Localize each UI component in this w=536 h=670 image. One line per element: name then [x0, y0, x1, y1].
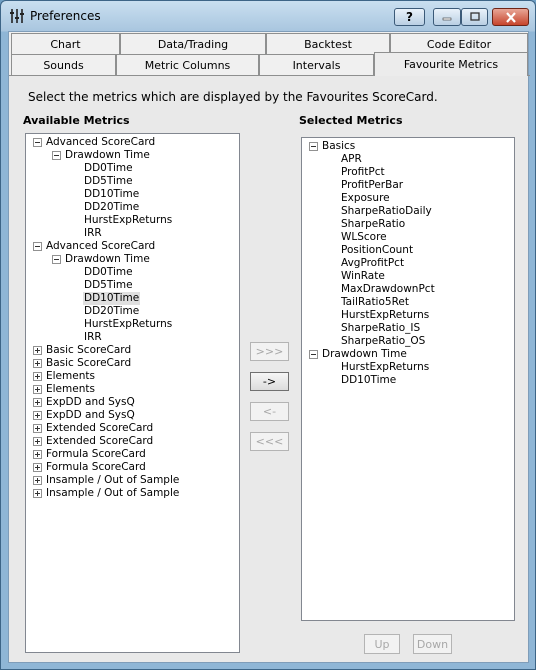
tree-metric-item[interactable]	[302, 218, 514, 231]
add-button[interactable]	[250, 372, 289, 391]
add-all-button[interactable]	[250, 342, 289, 361]
tree-group-node[interactable]	[26, 370, 239, 383]
tree-group-node[interactable]	[26, 253, 239, 266]
tree-item-label: DD10Time	[84, 188, 140, 200]
collapse-minus-icon[interactable]	[33, 242, 42, 251]
add-all-label: >>>	[255, 345, 284, 358]
title-bar[interactable]	[1, 1, 535, 31]
tree-item-label: AvgProfitPct	[341, 257, 405, 269]
tree-item-label: IRR	[84, 227, 102, 239]
dialog-client-area	[8, 31, 529, 663]
tab-label: Metric Columns	[144, 58, 231, 72]
tree-item-label: DD0Time	[84, 266, 133, 278]
tab-favourite-metrics[interactable]	[374, 52, 528, 76]
tree-metric-item[interactable]	[302, 309, 514, 322]
tree-item-label: Extended ScoreCard	[46, 435, 154, 447]
expand-plus-icon[interactable]	[33, 359, 42, 368]
tree-metric-item[interactable]	[26, 279, 239, 292]
tree-group-node[interactable]	[26, 136, 239, 149]
tab-label: Intervals	[292, 58, 341, 72]
tree-item-label: IRR	[84, 331, 102, 343]
expand-plus-icon[interactable]	[33, 450, 42, 459]
window-title: Preferences	[30, 9, 101, 23]
tree-item-label: Advanced ScoreCard	[46, 136, 156, 148]
tree-metric-item[interactable]	[302, 335, 514, 348]
tree-metric-item[interactable]	[26, 162, 239, 175]
tree-group-node[interactable]	[26, 422, 239, 435]
tree-item-label: Insample / Out of Sample	[46, 474, 180, 486]
collapse-minus-icon[interactable]	[52, 151, 61, 160]
tree-item-label: ProfitPerBar	[341, 179, 404, 191]
tree-metric-item[interactable]	[26, 305, 239, 318]
tree-group-node[interactable]	[26, 461, 239, 474]
tree-item-label: DD0Time	[84, 162, 133, 174]
expand-plus-icon[interactable]	[33, 385, 42, 394]
expand-plus-icon[interactable]	[33, 398, 42, 407]
tree-group-node[interactable]	[26, 383, 239, 396]
tree-metric-item[interactable]	[26, 331, 239, 344]
tree-group-node[interactable]	[26, 474, 239, 487]
settings-sliders-icon	[9, 8, 25, 24]
collapse-minus-icon[interactable]	[52, 255, 61, 264]
tree-item-label: Exposure	[341, 192, 390, 204]
tree-metric-item[interactable]	[302, 374, 514, 387]
tree-metric-item[interactable]	[26, 318, 239, 331]
expand-plus-icon[interactable]	[33, 463, 42, 472]
tree-metric-item[interactable]	[26, 292, 239, 305]
expand-plus-icon[interactable]	[33, 476, 42, 485]
remove-button[interactable]	[250, 402, 289, 421]
tree-item-label: MaxDrawdownPct	[341, 283, 435, 295]
tree-metric-item[interactable]	[302, 179, 514, 192]
tree-item-label: Elements	[46, 370, 95, 382]
tree-group-node[interactable]	[26, 240, 239, 253]
tree-group-node[interactable]	[26, 149, 239, 162]
tree-item-label: Drawdown Time	[65, 253, 150, 265]
tree-item-label: HurstExpReturns	[84, 318, 173, 330]
tab-intervals[interactable]	[259, 54, 374, 75]
tree-item-label: DD20Time	[84, 305, 140, 317]
tree-item-label: SharpeRatio_OS	[341, 335, 426, 347]
tree-group-node[interactable]	[26, 448, 239, 461]
tab-data-trading[interactable]	[120, 33, 266, 54]
tree-item-label: HurstExpReturns	[84, 214, 173, 226]
tree-item-label: Basic ScoreCard	[46, 357, 132, 369]
move-down-button[interactable]	[413, 634, 452, 654]
tab-chart[interactable]	[11, 33, 120, 54]
remove-label: <-	[262, 405, 277, 418]
tab-label: Backtest	[304, 37, 352, 51]
tree-item-label: Extended ScoreCard	[46, 422, 154, 434]
tree-item-label: WLScore	[341, 231, 387, 243]
help-button[interactable]	[394, 8, 425, 26]
remove-all-button[interactable]	[250, 432, 289, 451]
tree-item-label: SharpeRatioDaily	[341, 205, 432, 217]
tree-metric-item[interactable]	[302, 231, 514, 244]
tree-item-label: WinRate	[341, 270, 385, 282]
tab-backtest[interactable]	[266, 33, 390, 54]
tree-item-label: SharpeRatio_IS	[341, 322, 421, 334]
tree-item-label: APR	[341, 153, 362, 165]
remove-all-label: <<<	[255, 435, 284, 448]
minimize-button[interactable]	[433, 8, 461, 26]
tree-item-label: Insample / Out of Sample	[46, 487, 180, 499]
tree-item-label: DD5Time	[84, 175, 133, 187]
tree-metric-item[interactable]	[302, 270, 514, 283]
tree-item-label: Formula ScoreCard	[46, 461, 146, 473]
instructions-text: Select the metrics which are displayed by the Favourites ScoreCard.	[28, 90, 438, 104]
tree-item-label: DD10Time	[84, 292, 140, 304]
add-label: ->	[262, 375, 277, 388]
collapse-minus-icon[interactable]	[309, 142, 318, 151]
tab-sounds[interactable]	[11, 54, 116, 75]
collapse-minus-icon[interactable]	[33, 138, 42, 147]
selected-metrics-tree[interactable]	[301, 137, 515, 621]
tree-item-label: ExpDD and SysQ	[46, 396, 135, 408]
tree-item-label: Drawdown Time	[65, 149, 150, 161]
tree-metric-item[interactable]	[302, 153, 514, 166]
expand-plus-icon[interactable]	[33, 489, 42, 498]
tree-item-label: ExpDD and SysQ	[46, 409, 135, 421]
tree-metric-item[interactable]	[302, 296, 514, 309]
tab-metric-columns[interactable]	[116, 54, 259, 75]
maximize-button[interactable]	[461, 8, 488, 26]
help-label: ?	[406, 10, 413, 24]
tree-item-label: SharpeRatio	[341, 218, 406, 230]
tree-group-node[interactable]	[26, 357, 239, 370]
expand-plus-icon[interactable]	[33, 424, 42, 433]
tree-metric-item[interactable]	[26, 227, 239, 240]
tree-metric-item[interactable]	[302, 244, 514, 257]
tree-item-label: DD20Time	[84, 201, 140, 213]
tree-metric-item[interactable]	[26, 266, 239, 279]
expand-plus-icon[interactable]	[33, 372, 42, 381]
move-up-button[interactable]	[364, 634, 400, 654]
tree-item-label: HurstExpReturns	[341, 361, 430, 373]
tree-metric-item[interactable]	[26, 188, 239, 201]
expand-plus-icon[interactable]	[33, 437, 42, 446]
tree-metric-item[interactable]	[26, 201, 239, 214]
tree-group-node[interactable]	[302, 140, 514, 153]
move-down-label: Down	[416, 637, 449, 651]
tab-label: Chart	[50, 37, 81, 51]
tab-code-editor[interactable]	[390, 33, 528, 54]
tab-label: Data/Trading	[157, 37, 229, 51]
tree-item-label: Drawdown Time	[322, 348, 407, 360]
tree-metric-item[interactable]	[302, 205, 514, 218]
minimize-icon	[441, 12, 453, 22]
tree-item-label: TailRatio5Ret	[341, 296, 409, 308]
tab-label: Code Editor	[426, 37, 492, 51]
tree-metric-item[interactable]	[302, 192, 514, 205]
favourite-metrics-panel	[9, 76, 528, 662]
close-button[interactable]	[492, 8, 529, 26]
tree-group-node[interactable]	[302, 348, 514, 361]
tree-item-label: PositionCount	[341, 244, 414, 256]
tree-metric-item[interactable]	[26, 214, 239, 227]
tree-group-node[interactable]	[26, 396, 239, 409]
tree-item-label: ProfitPct	[341, 166, 385, 178]
tree-metric-item[interactable]	[26, 175, 239, 188]
tree-group-node[interactable]	[26, 409, 239, 422]
available-metrics-tree[interactable]	[25, 133, 240, 653]
move-up-label: Up	[374, 637, 390, 651]
tree-metric-item[interactable]	[302, 322, 514, 335]
tree-metric-item[interactable]	[302, 361, 514, 374]
tree-item-label: HurstExpReturns	[341, 309, 430, 321]
tree-group-node[interactable]	[26, 344, 239, 357]
tab-label: Sounds	[43, 58, 84, 72]
expand-plus-icon[interactable]	[33, 411, 42, 420]
tree-metric-item[interactable]	[302, 283, 514, 296]
close-icon	[505, 12, 517, 23]
tree-metric-item[interactable]	[302, 166, 514, 179]
tree-item-label: Elements	[46, 383, 95, 395]
tree-group-node[interactable]	[26, 435, 239, 448]
tree-metric-item[interactable]	[302, 257, 514, 270]
available-metrics-header: Available Metrics	[23, 114, 130, 127]
tree-item-label: Basics	[322, 140, 356, 152]
tree-item-label: Advanced ScoreCard	[46, 240, 156, 252]
tree-item-label: DD5Time	[84, 279, 133, 291]
expand-plus-icon[interactable]	[33, 346, 42, 355]
tab-label: Favourite Metrics	[403, 58, 499, 71]
tree-item-label: DD10Time	[341, 374, 397, 386]
tree-item-label: Basic ScoreCard	[46, 344, 132, 356]
maximize-icon	[469, 12, 481, 22]
tree-item-label: Formula ScoreCard	[46, 448, 146, 460]
collapse-minus-icon[interactable]	[309, 350, 318, 359]
tree-group-node[interactable]	[26, 487, 239, 500]
selected-metrics-header: Selected Metrics	[299, 114, 403, 127]
